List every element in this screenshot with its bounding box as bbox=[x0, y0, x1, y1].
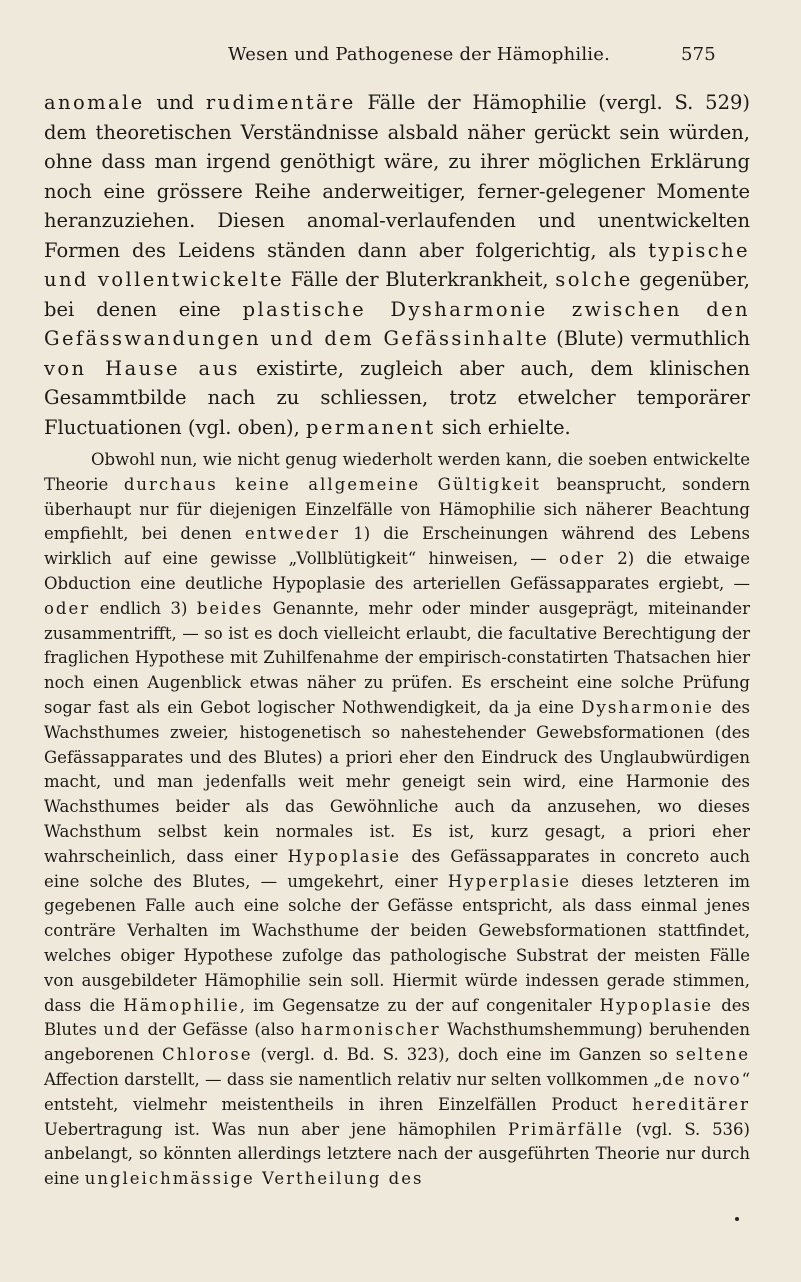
spaced-emphasis: Chlorose bbox=[161, 1045, 253, 1065]
spaced-emphasis: und vollentwickelte bbox=[44, 268, 284, 291]
text-run: (vergl. d. Bd. S. 323), doch eine im Ganzen so bbox=[252, 1045, 676, 1065]
spaced-emphasis: beides bbox=[196, 598, 264, 618]
spaced-emphasis: hereditärer bbox=[632, 1094, 750, 1114]
spaced-emphasis: oder bbox=[44, 598, 91, 618]
spaced-emphasis: oder bbox=[558, 549, 606, 569]
page-number: 575 bbox=[681, 44, 716, 65]
page-body bbox=[44, 88, 750, 1192]
spaced-emphasis: entweder bbox=[244, 524, 341, 544]
text-run: sich erhielte. bbox=[435, 415, 571, 439]
text-run: 1) die Erscheinungen während des Lebens wirklich auf eine gewisse „Vollblütigkeit“ hinweisen, — bbox=[44, 524, 750, 569]
spaced-emphasis: ungleichmässige Vertheilung des bbox=[84, 1169, 424, 1189]
text-run: 2) die etwaige Obduction eine deutliche Hypoplasie des arteriellen Gefässapparates ergiebt, — bbox=[44, 549, 751, 593]
text-run: , im Gegensatze zu der auf congenitaler bbox=[239, 995, 600, 1015]
text-run: des Wachsthumes zweier, histogenetisch so nahestehender Gewebsformationen (des Gefässapparates und des Blutes) a priori eher den Eindruck des Unglaubwürdigen macht, und man jedenfalls weit mehr geneigt sein wird, eine Harmonie des Wachsthumes beider als das Gewöhnliche auch da anzusehen, wo dieses Wachsthum selbst kein normales ist. Es ist, kurz gesagt, a priori eher wahrscheinlich, dass einer bbox=[44, 697, 750, 866]
text-run: beansprucht, sondern überhaupt nur für diejenigen Einzelfälle von Hämophilie sich näherer Beachtung empfiehlt, bei denen bbox=[44, 474, 750, 544]
spaced-emphasis: harmonischer bbox=[300, 1020, 441, 1040]
spaced-emphasis: Hämophilie bbox=[123, 995, 240, 1015]
paragraph-1 bbox=[44, 88, 750, 442]
spaced-emphasis: solche bbox=[555, 268, 633, 291]
spaced-emphasis: durchaus keine allgemeine Gültigkeit bbox=[123, 474, 541, 494]
spaced-emphasis: permanent bbox=[306, 415, 436, 439]
spaced-emphasis: typische bbox=[648, 238, 750, 262]
paragraph-2 bbox=[44, 448, 750, 1192]
spaced-emphasis: Hyperplasie bbox=[447, 871, 572, 891]
spaced-emphasis: Dysharmonie bbox=[581, 697, 714, 717]
text-run: gegenüber, bei denen eine bbox=[44, 268, 750, 321]
spaced-emphasis: Primärfälle bbox=[507, 1119, 624, 1139]
text-run: (Blute) vermuthlich bbox=[549, 327, 751, 350]
spaced-emphasis: plastische Dysharmonie zwischen den Gefässwandungen und dem Gefässinhalte bbox=[44, 297, 750, 350]
text-run: und bbox=[144, 91, 206, 114]
page-header bbox=[0, 44, 801, 68]
spaced-emphasis: Hypoplasie bbox=[599, 995, 714, 1015]
text-run: endlich 3) bbox=[90, 598, 197, 618]
running-title: Wesen und Pathogenese der Hämophilie. bbox=[228, 44, 611, 65]
text-run: Affection darstellt, — dass sie namentlich relativ nur selten vollkommen „ bbox=[44, 1069, 663, 1089]
text-run: des Gefässapparates in concreto auch eine solche des Blutes, — umgekehrt, einer bbox=[44, 846, 750, 891]
spaced-emphasis: und bbox=[103, 1020, 142, 1040]
text-run: Fälle der Bluterkrankheit, bbox=[283, 268, 556, 291]
text-run: (vgl. S. 536) anbelangt, so könnten allerdings letztere nach der ausgeführten Theorie nur durch eine bbox=[44, 1119, 750, 1189]
spaced-emphasis: von Hause aus bbox=[44, 356, 240, 380]
spaced-emphasis: anomale bbox=[44, 91, 145, 114]
text-run: existirte, zugleich aber auch, dem klinischen Gesammtbilde nach zu schliessen, trotz etwelcher temporärer Fluctuationen (vgl. oben), bbox=[44, 356, 750, 439]
text-run: der Gefässe (also bbox=[141, 1020, 301, 1040]
text-run: “ entsteht, vielmehr meistentheils in ihren Einzelfällen Product bbox=[44, 1069, 751, 1114]
spaced-emphasis: rudimentäre bbox=[205, 91, 356, 114]
text-run: dieses letzteren im gegebenen Falle auch eine solche der Gefässe entspricht, als dass einmal jenes conträre Verhalten im Wachsthume der beiden Gewebsformationen stattfindet, welches obiger Hypothese zufolge das pathologische Substrat der meisten Fälle von ausgebildeter Hämophilie sein soll. Hiermit würde indessen gerade stimmen, dass die bbox=[44, 871, 750, 1015]
text-run: Obwohl nun, wie nicht genug wiederholt werden kann, die soeben entwickelte Theorie bbox=[44, 450, 750, 494]
text-run: Uebertragung ist. Was nun aber jene hämophilen bbox=[44, 1119, 508, 1139]
spaced-emphasis: Hypoplasie bbox=[287, 846, 402, 866]
text-run: Wachsthumshemmung) beruhenden angeborenen bbox=[44, 1020, 750, 1065]
text-run: Genannte, mehr oder minder ausgeprägt, miteinander zusammentrifft, — so ist es doch vielleicht erlaubt, die facultative Berechtigung der fraglichen Hypothese mit Zuhilfenahme der empirisch-constatirten Thatsachen hier noch einen Augenblick etwas näher zu prüfen. Es erscheint eine solche Prüfung sogar fast als ein Gebot logischer Nothwendigkeit, da ja eine bbox=[44, 598, 751, 717]
spaced-emphasis: de novo bbox=[662, 1069, 742, 1089]
print-speck bbox=[735, 1217, 739, 1221]
spaced-emphasis: seltene bbox=[675, 1045, 751, 1065]
text-run: des Blutes bbox=[44, 995, 750, 1040]
text-run: Fälle der Hämophilie (vergl. S. 529) dem theoretischen Verständnisse alsbald näher gerückt sein würden, ohne dass man irgend genöthigt wäre, zu ihrer möglichen Erklärung noch eine grössere Reihe anderweitiger, ferner-gelegener Momente heranzuziehen. Diesen anomal-verlaufenden und unentwickelten Formen des Leidens ständen dann aber folgerichtig, als bbox=[44, 91, 750, 262]
